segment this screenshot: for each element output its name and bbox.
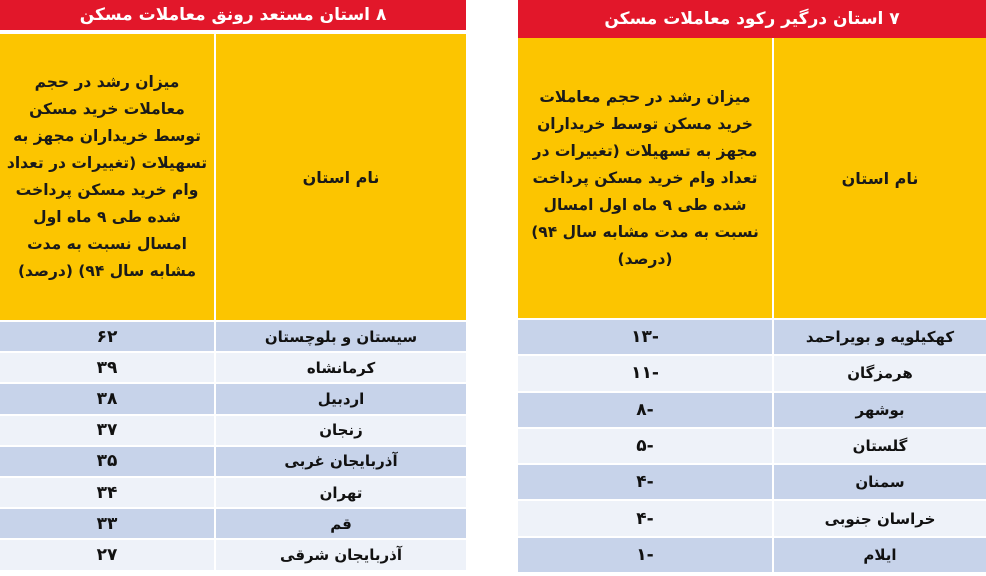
value-cell: -۴ <box>518 501 774 535</box>
value-cell: ۳۴ <box>0 478 216 507</box>
province-cell: ایلام <box>863 545 897 564</box>
table-row <box>0 382 466 413</box>
table-row <box>518 354 986 390</box>
right-header-description: میزان رشد در حجم معاملات خرید مسکن توسط خریداران مجهز به تسهیلات (تغییرات در تعداد وام خرید مسکن پرداخت شده طی ۹ ماه اول امسال نسبت به مدت مشابه سال ۹۴) (درصد) <box>518 38 774 318</box>
table-row <box>0 320 466 351</box>
table-row <box>0 351 466 382</box>
province-cell: کهکیلویه و بویراحمد <box>805 328 955 347</box>
table-row <box>518 463 986 499</box>
table-row <box>518 536 986 572</box>
value-cell: ۳۷ <box>0 416 216 445</box>
value-cell: ۳۸ <box>0 384 216 413</box>
left-table-panel <box>0 0 466 570</box>
province-cell: گلستان <box>852 437 908 456</box>
table-row <box>0 507 466 538</box>
province-cell: سمنان <box>855 473 905 492</box>
left-header-province: نام استان <box>302 167 380 187</box>
right-table-body <box>518 318 986 572</box>
province-cell: زنجان <box>319 421 363 440</box>
province-cell: آذربایجان شرقی <box>280 545 402 564</box>
left-table-title: ۸ استان مستعد رونق معاملات مسکن <box>0 0 466 30</box>
province-cell: خراسان جنوبی <box>824 509 936 528</box>
value-cell: -۸ <box>518 393 774 427</box>
value-cell: -۱۳ <box>518 320 774 354</box>
table-row <box>518 318 986 354</box>
value-cell: -۵ <box>518 429 774 463</box>
right-table-header <box>518 38 986 318</box>
left-header-description: میزان رشد در حجم معاملات خرید مسکن توسط خریداران مجهز به تسهیلات (تغییرات در تعداد وام خرید مسکن پرداخت شده طی ۹ ماه اول امسال نسبت به مدت مشابه سال ۹۴) (درصد) <box>0 34 216 320</box>
table-row <box>518 499 986 535</box>
table-row <box>518 391 986 427</box>
value-cell: ۶۲ <box>0 322 216 351</box>
value-cell: -۴ <box>518 465 774 499</box>
table-row <box>0 476 466 507</box>
right-header-province: نام استان <box>841 168 919 188</box>
table-row <box>0 445 466 476</box>
province-cell: تهران <box>319 483 363 502</box>
province-cell: سیستان و بلوچستان <box>264 327 418 346</box>
province-cell: هرمزگان <box>847 364 913 383</box>
province-cell: کرمانشاه <box>306 358 376 377</box>
value-cell: ۳۹ <box>0 353 216 382</box>
value-cell: ۲۷ <box>0 540 216 569</box>
table-row <box>0 414 466 445</box>
table-row <box>518 427 986 463</box>
province-cell: بوشهر <box>855 400 905 419</box>
left-table-header <box>0 34 466 320</box>
province-cell: قم <box>330 514 352 533</box>
value-cell: -۱ <box>518 538 774 572</box>
table-row <box>0 538 466 569</box>
right-table-panel <box>518 0 986 572</box>
province-cell: اردبیل <box>317 389 365 408</box>
right-table-title: ۷ استان درگیر رکود معاملات مسکن <box>518 0 986 38</box>
left-table-body <box>0 320 466 570</box>
value-cell: -۱۱ <box>518 356 774 390</box>
province-cell: آذربایجان غربی <box>284 452 398 471</box>
value-cell: ۳۳ <box>0 509 216 538</box>
value-cell: ۳۵ <box>0 447 216 476</box>
